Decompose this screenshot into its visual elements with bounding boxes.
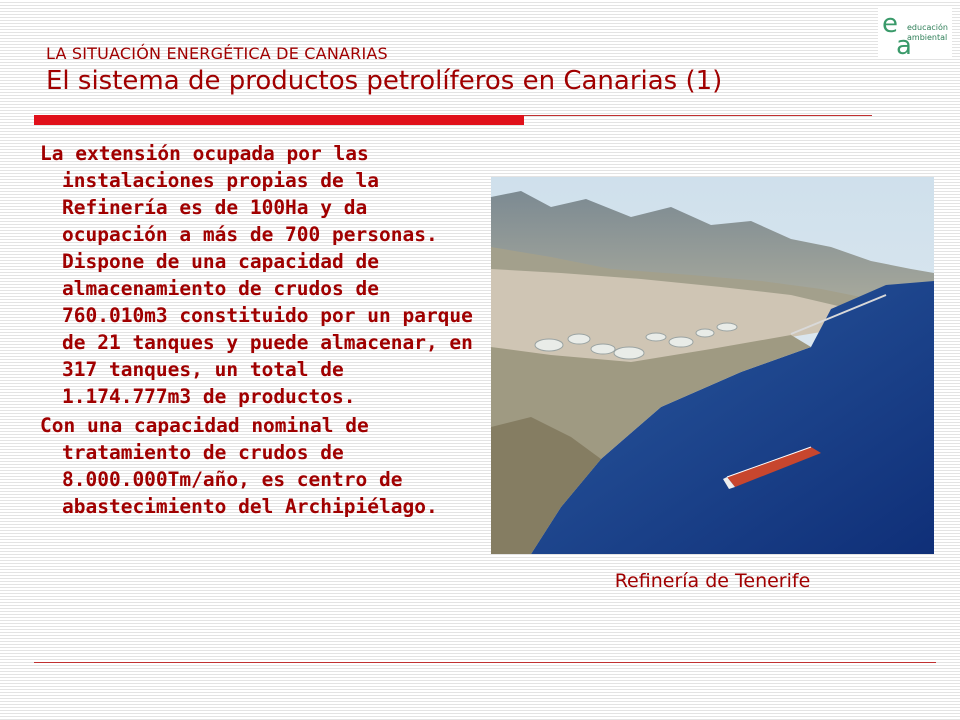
paragraph-refinery-capacity: Con una capacidad nominal de tratamiento de crudos de 8.000.000Tm/año, es centro de abastecimiento del Archipiélago. (40, 414, 438, 518)
body-text (40, 140, 480, 522)
refinery-photo (491, 177, 934, 554)
slide-kicker: LA SITUACIÓN ENERGÉTICA DE CANARIAS (46, 44, 388, 63)
title-rule-thick (34, 115, 524, 125)
svg-text:a: a (896, 31, 912, 58)
educacion-ambiental-logo (878, 8, 952, 58)
photo-caption: Refinería de Tenerife (614, 570, 811, 592)
ea-logo-icon (878, 8, 952, 58)
paragraph-refinery-extension: La extensión ocupada por las instalaciones propias de la Refinería es de 100Ha y da ocupación a más de 700 personas. Dispone de una capacidad de almacenamiento de crudos de 760.010m3 constituido por un parque de 21 tanques y puede almacenar, en 317 tanques, un total de 1.174.777m3 de productos. (40, 142, 473, 408)
logo-text-line2: ambiental (907, 33, 948, 42)
svg-text:e: e (882, 9, 898, 39)
slide-title: El sistema de productos petrolíferos en Canarias (1) (46, 66, 723, 96)
title-rule-thin (524, 115, 872, 116)
logo-text-line1: educación (907, 23, 948, 32)
bottom-rule (34, 662, 936, 663)
